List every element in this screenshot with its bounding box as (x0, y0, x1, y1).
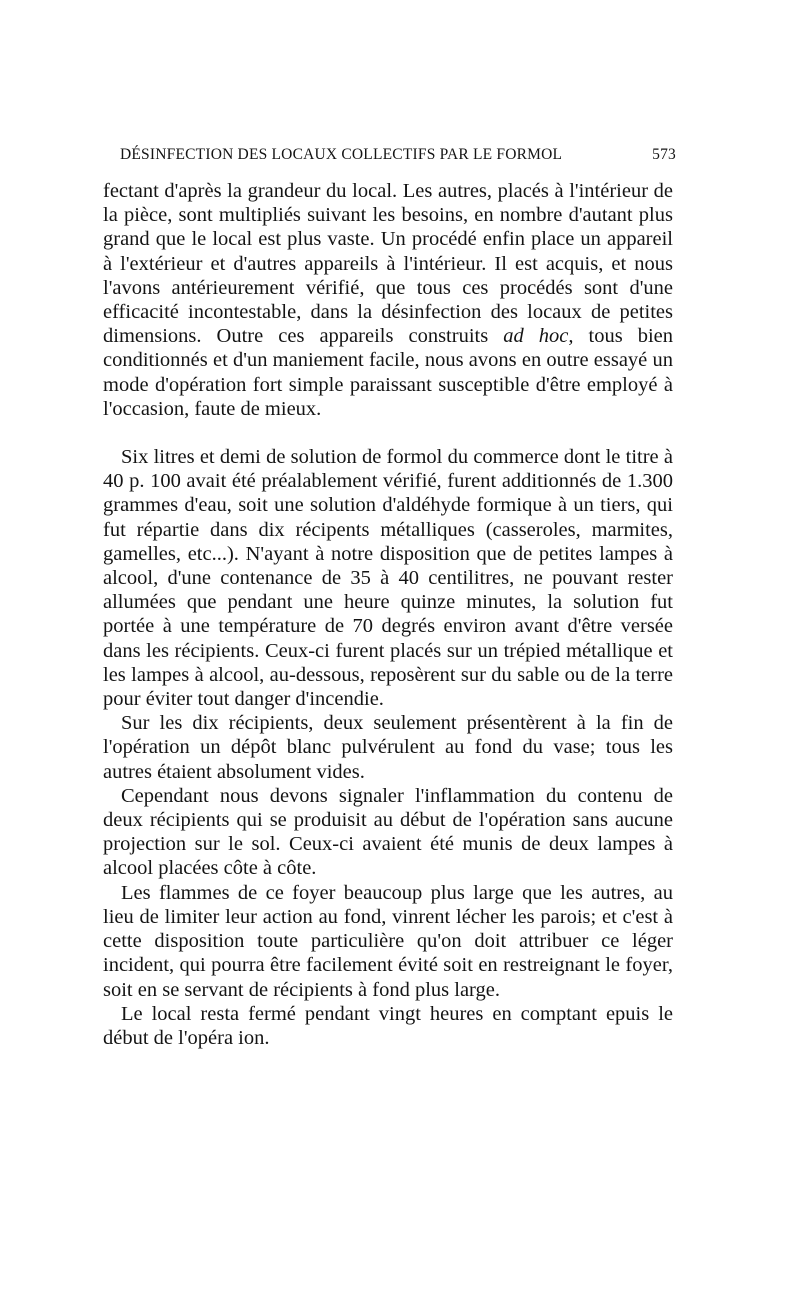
running-title: DÉSINFECTION DES LOCAUX COLLECTIFS PAR LE FORMOL (120, 146, 563, 163)
paragraph-text: tous bien conditionnés et d'un maniement facile, nous avons en outre essayé un mode d'opération fort simple paraissant susceptible d'être employé à l'occasion, faute de mieux. (103, 325, 674, 420)
paragraph: Les flammes de ce foyer beaucoup plus large que les autres, au lieu de limiter leur action au fond, vinrent lécher les parois; et c'est à cette disposition toute particulière qu'on doit attribuer ce léger incident, qui pourra être facilement évité soit en restreignant le foyer, soit en se servant de récipients à fond plus large. (103, 881, 673, 1001)
paragraph: Le local resta fermé pendant vingt heures en comptant epuis le début de l'opéra ion. (103, 1002, 673, 1049)
body-text (103, 179, 673, 1050)
running-header (120, 146, 676, 170)
paragraph-continuation (103, 179, 673, 421)
paragraph: Cependant nous devons signaler l'inflammation du contenu de deux récipients qui se produisit au début de l'opération sans aucune projection sur le sol. Ceux-ci avaient été munis de deux lampes à alcool placées côte à côte. (103, 784, 673, 880)
paragraph: Sur les dix récipients, deux seulement présentèrent à la fin de l'opération un dépôt blanc pulvérulent au fond du vase; tous les autres étaient absolument vides. (103, 712, 673, 783)
paragraph: Six litres et demi de solution de formol du commerce dont le titre à 40 p. 100 avait été préalablement vérifié, furent additionnés de 1.300 grammes d'eau, soit une solution d'aldéhyde formique à un tiers, qui fut répartie dans dix récipents métalliques (casseroles, marmites, gamelles, etc...). N'ayant à notre disposition que de petites lampes à alcool, d'une contenance de 35 à 40 centilitres, ne pouvant rester allumées que pendant une heure quinze minutes, la solution fut portée à une température de 70 degrés environ avant d'être versée dans les récipients. Ceux-ci furent placés sur un trépied métallique et les lampes à alcool, au-dessous, reposèrent sur du sable ou de la terre pour éviter tout danger d'incendie. (103, 446, 673, 711)
page-number: 573 (652, 146, 676, 163)
paragraph-text: fectant d'après la grandeur du local. Les autres, placés à l'intérieur de la pièce, sont multipliés suivant les besoins, en nombre d'autant plus grand que le local est plus vaste. Un procédé enfin place un appareil à l'extérieur et d'autres appareils à l'intérieur. Il est acquis, et nous l'avons antérieurement vérifié, que tous ces procédés sont d'une efficacité incontestable, dans la désinfection des locaux de petites dimensions. Outre ces appareils construits (103, 180, 673, 348)
italic-phrase: ad hoc, (503, 325, 574, 348)
